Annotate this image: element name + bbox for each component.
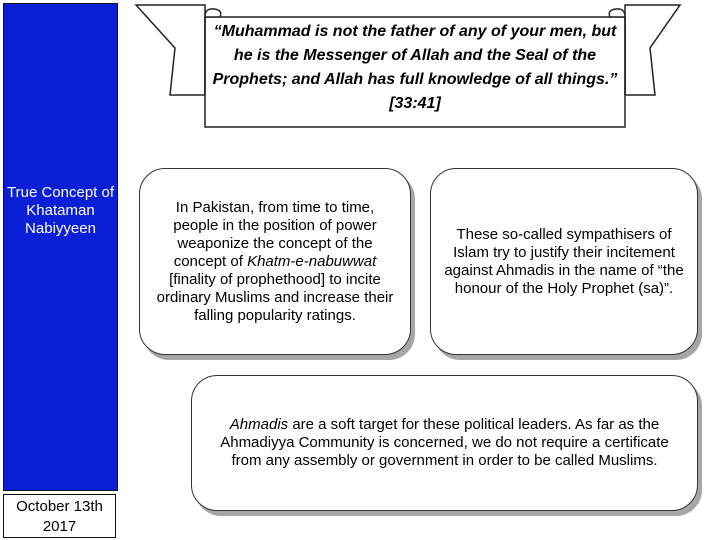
banner-right-tail [625, 5, 680, 95]
sidebar-title: True Concept of Khataman Nabiyyeen [7, 184, 114, 237]
banner-right-curl [609, 9, 625, 17]
banner-quote [205, 20, 625, 116]
quote-text: “Muhammad is not the father of any of your men, but he is the Messenger of Allah and the Seal of the Prophets; and Allah has full knowledge of all things.” [212, 23, 618, 88]
banner-left-curl [205, 9, 221, 17]
box-left-term: Khatm-e-nabuwwat [247, 252, 377, 270]
banner-left-tail [136, 5, 205, 95]
info-box-left [139, 168, 411, 355]
box-bottom-term: Ahmadis [229, 416, 289, 433]
box-left-text-after: [finality of prophethood] to incite ordinary Muslims and increase their falling popularity ratings. [156, 270, 394, 324]
info-box-bottom [191, 375, 698, 511]
box-right-text: These so-called sympathisers of Islam try to justify their incitement against Ahmadis in the name of “the honour of the Holy Prophet (sa)”. [444, 225, 684, 297]
info-box-right [430, 168, 698, 355]
box-left-text-before: In Pakistan, from time to time, people in the position of power weaponize the concept of the concept of [173, 198, 377, 270]
quote-reference: [33:41] [389, 95, 441, 112]
date-label: October 13th 2017 [3, 494, 116, 538]
box-bottom-text: are a soft target for these political leaders. As far as the Ahmadiyya Community is concerned, we do not require a certificate from any assembly or government in order to be called Muslims. [220, 416, 669, 469]
